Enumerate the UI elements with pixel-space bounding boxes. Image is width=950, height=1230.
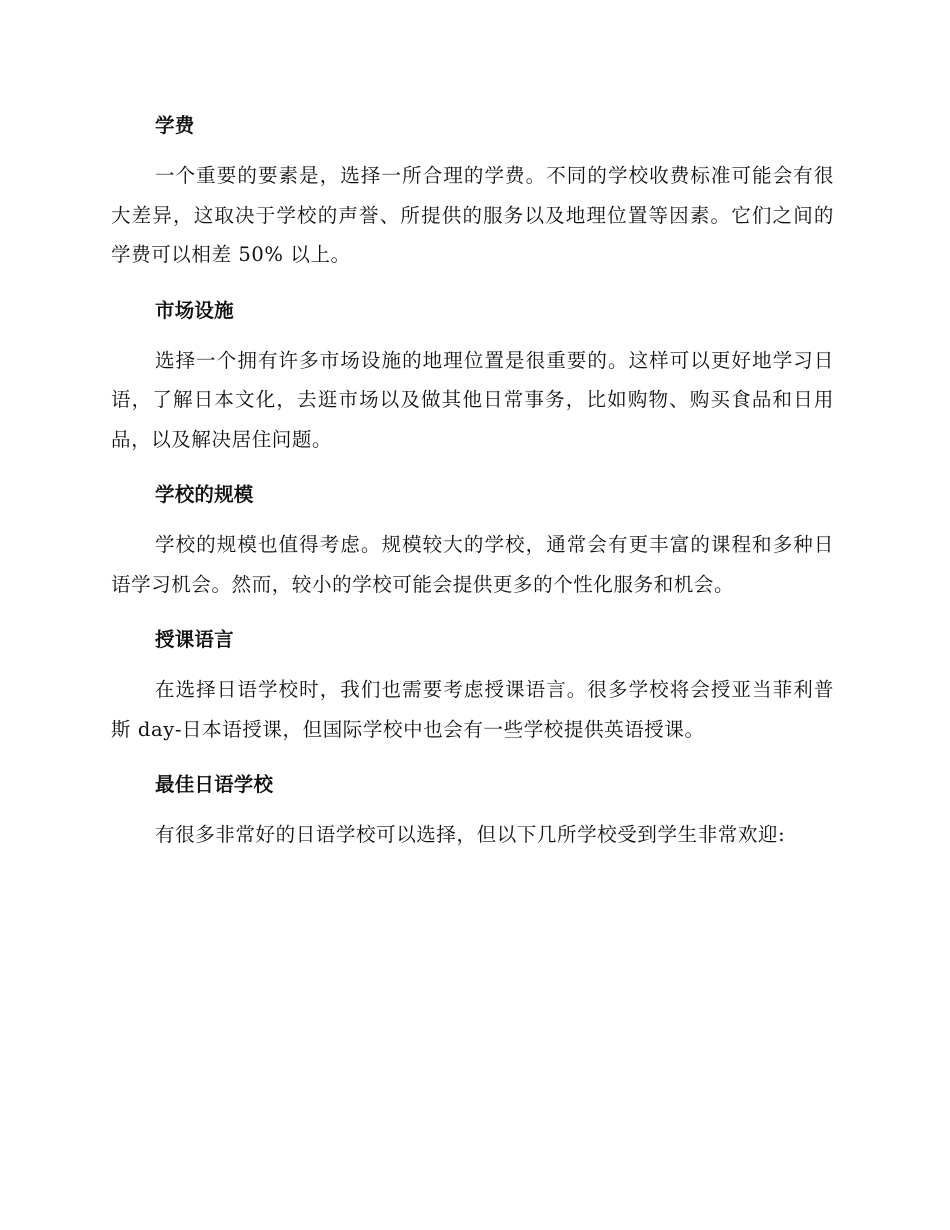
section-best-schools xyxy=(111,765,834,855)
section-heading: 学校的规模 xyxy=(155,483,254,506)
section-school-size xyxy=(111,475,834,604)
section-paragraph: 一个重要的要素是，选择一所合理的学费。不同的学校收费标准可能会有很大差异，这取决于学校的声誉、所提供的服务以及地理位置等因素。它们之间的学费可以相差 50% 以上。 xyxy=(111,164,834,266)
section-paragraph: 有很多非常好的日语学校可以选择，但以下几所学校受到学生非常欢迎: xyxy=(155,823,786,846)
section-heading: 最佳日语学校 xyxy=(155,773,274,796)
section-teaching-language xyxy=(111,620,834,749)
document-content xyxy=(111,106,834,871)
section-tuition xyxy=(111,106,834,275)
section-heading: 市场设施 xyxy=(155,298,234,322)
section-heading: 授课语言 xyxy=(155,628,234,651)
section-paragraph: 学校的规模也值得考虑。规模较大的学校，通常会有更丰富的课程和多种日语学习机会。然而，较小的学校可能会提供更多的个性化服务和机会。 xyxy=(111,533,834,596)
section-paragraph: 在选择日语学校时，我们也需要考虑授课语言。很多学校将会授亚当菲利普斯 day-日本语授课，但国际学校中也会有一些学校提供英语授课。 xyxy=(111,678,834,741)
section-paragraph: 选择一个拥有许多市场设施的地理位置是很重要的。这样可以更好地学习日语，了解日本文化，去逛市场以及做其他日常事务，比如购物、购买食品和日用品，以及解决居住问题。 xyxy=(111,348,834,451)
section-market-facilities xyxy=(111,291,834,460)
section-heading: 学费 xyxy=(155,114,195,137)
